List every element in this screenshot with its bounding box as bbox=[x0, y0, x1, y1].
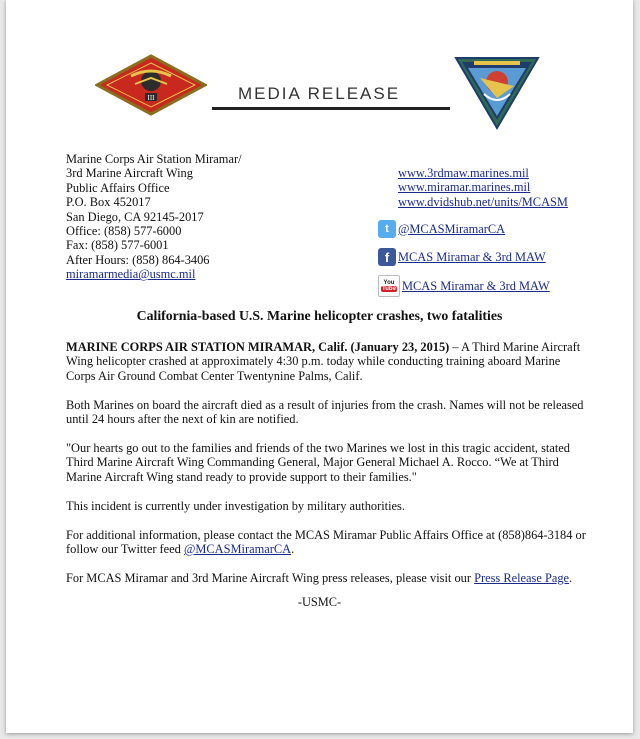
twitter-feed-link[interactable]: @MCASMiramarCA bbox=[183, 542, 292, 557]
press-release-page-link[interactable]: Press Release Page bbox=[474, 570, 570, 585]
youtube-link[interactable]: MCAS Miramar & 3rd MAW bbox=[402, 278, 550, 293]
paragraph-6 bbox=[66, 571, 586, 585]
email-link[interactable]: miramarmedia@usmc.mil bbox=[66, 267, 196, 282]
contact-line: After Hours: (858) 864-3406 bbox=[66, 252, 210, 267]
contact-line: Marine Corps Air Station Miramar/ bbox=[66, 152, 242, 166]
contact-block bbox=[66, 152, 242, 282]
social-facebook bbox=[378, 248, 546, 266]
contact-line: Public Affairs Office bbox=[66, 180, 170, 195]
contact-line: 3rd Marine Aircraft Wing bbox=[66, 166, 193, 181]
paragraph-5 bbox=[66, 528, 586, 557]
youtube-icon: You Tube bbox=[378, 275, 400, 297]
paragraph-6-text: For MCAS Miramar and 3rd Marine Aircraft Wing press releases, please visit our bbox=[66, 570, 475, 585]
paragraph-1 bbox=[66, 340, 586, 383]
facebook-link[interactable]: MCAS Miramar & 3rd MAW bbox=[398, 249, 546, 264]
mcas-miramar-emblem-icon bbox=[454, 56, 540, 130]
social-youtube bbox=[378, 275, 550, 297]
release-body bbox=[66, 340, 586, 600]
signoff: -USMC- bbox=[297, 595, 342, 609]
paragraph-1-text: – A Third Marine Aircraft Wing helicopter crashed at approximately 4:30 p.m. today while conducting training aboard Marine Corps Air Ground Combat Center Twentynine Palms, Calif. bbox=[66, 340, 581, 383]
media-release-title: MEDIA RELEASE bbox=[238, 84, 401, 103]
paragraph-5-text: For additional information, please contact the MCAS Miramar Public Affairs Office at (858)864-3184 or follow our Twitter feed bbox=[66, 527, 586, 557]
contact-line: Office: (858) 577-6000 bbox=[66, 224, 182, 239]
contact-line: Fax: (858) 577-6001 bbox=[66, 238, 169, 253]
social-twitter bbox=[378, 220, 505, 238]
facebook-icon: f bbox=[378, 248, 396, 266]
twitter-icon: t bbox=[378, 220, 396, 238]
link-miramar[interactable]: www.miramar.marines.mil bbox=[398, 180, 531, 195]
dateline: MARINE CORPS AIR STATION MIRAMAR, Calif. (January 23, 2015) bbox=[66, 340, 450, 354]
twitter-link[interactable]: @MCASMiramarCA bbox=[398, 221, 506, 236]
contact-line: San Diego, CA 92145-2017 bbox=[66, 209, 204, 224]
paragraph-3: "Our hearts go out to the families and friends of the two Marines we lost in this tragic accident, stated Third Marine Aircraft Wing Commanding General, Major General Michael A. Rocco. “We at Third Marine Aircraft Wing stand ready to provide support to their families." bbox=[66, 441, 570, 484]
contact-line: P.O. Box 452017 bbox=[66, 195, 151, 210]
paragraph-4: This incident is currently under investigation by military authorities. bbox=[66, 498, 405, 513]
press-release-page bbox=[6, 0, 633, 733]
title-underline bbox=[212, 107, 450, 110]
3rd-maw-emblem-icon bbox=[95, 54, 207, 116]
website-links bbox=[398, 166, 568, 209]
svg-text:III: III bbox=[147, 94, 155, 102]
link-3rdmaw[interactable]: www.3rdmaw.marines.mil bbox=[398, 166, 529, 180]
paragraph-6-end: . bbox=[569, 570, 573, 585]
release-headline: California-based U.S. Marine helicopter crashes, two fatalities bbox=[136, 308, 503, 323]
link-dvidshub[interactable]: www.dvidshub.net/units/MCASM bbox=[398, 194, 568, 209]
paragraph-2: Both Marines on board the aircraft died as a result of injuries from the crash. Names will not be released until 24 hours after the next of kin are notified. bbox=[66, 397, 584, 427]
paragraph-5-end: . bbox=[291, 542, 295, 557]
